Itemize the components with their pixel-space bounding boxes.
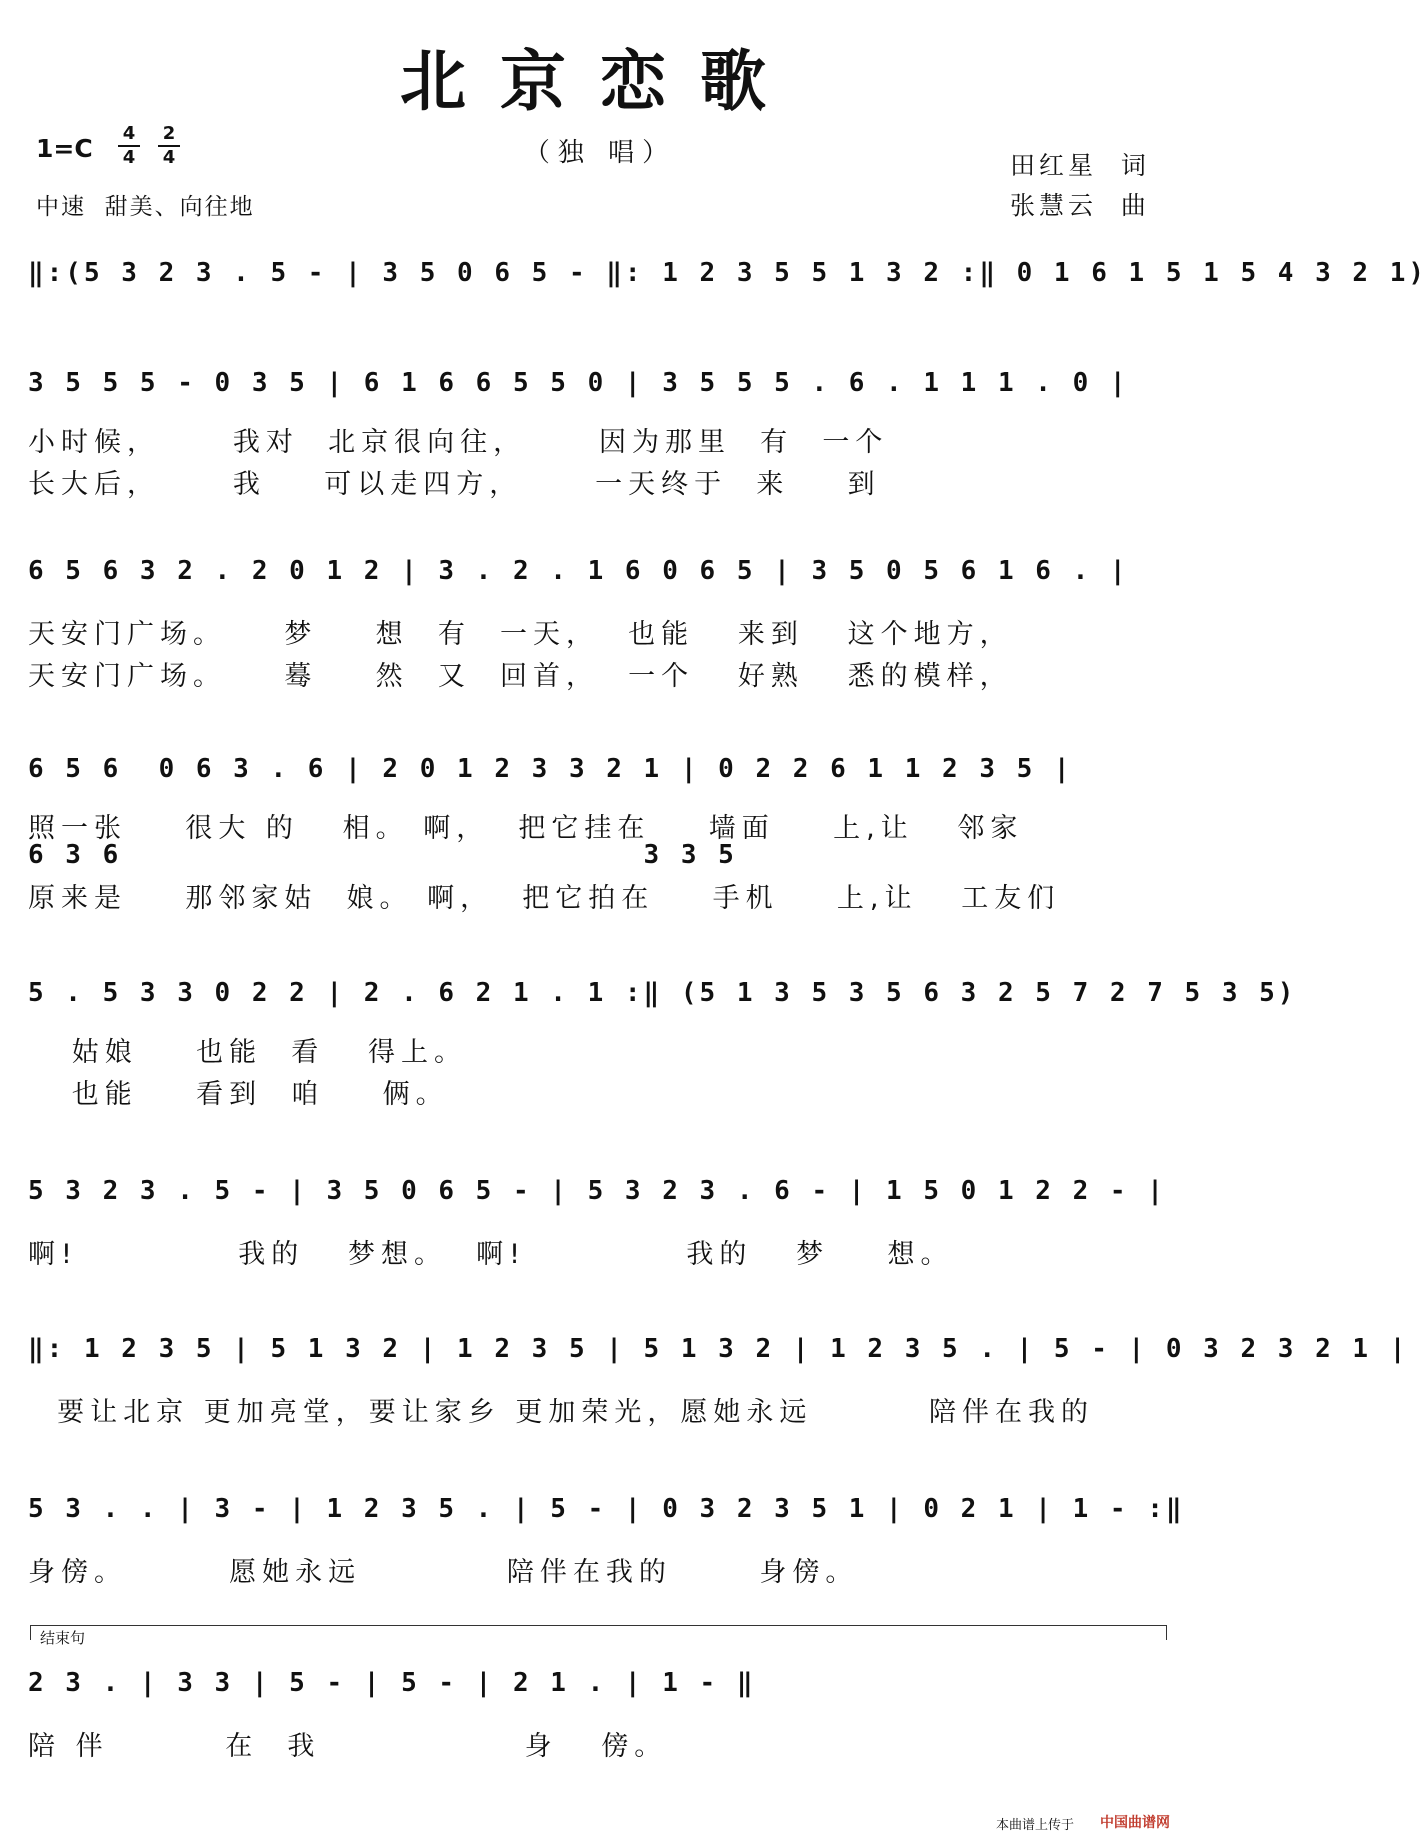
notation-line-8: 5 3 . . | 3 - | 1 2 3 5 . | 5 - | 0 3 2 3 5 1 | 0 2 1 | 1 - :‖	[28, 1494, 1185, 1524]
lyrics-line-9: 陪 伴 在 我 身 傍。	[28, 1731, 668, 1762]
upload-note: 本曲谱上传于	[996, 1818, 1075, 1833]
key-signature: 1=C	[36, 134, 93, 163]
lyrics-line-4-verse-1: 照一张 很大 的 相。 啊， 把它挂在 墙面 上,让 邻家	[28, 813, 1024, 844]
ending-label: 结束句	[40, 1629, 86, 1647]
lyricist-credit: 田红星 词	[1010, 151, 1150, 180]
notation-line-4: 6 5 6 0 6 3 . 6 | 2 0 1 2 3 3 2 1 | 0 2 2 6 1 1 2 3 5 |	[28, 754, 1073, 784]
lyrics-line-5-verse-2: 也能 看到 咱 俩。	[28, 1079, 449, 1110]
ending-bracket	[30, 1625, 1167, 1640]
performance-type: （独 唱）	[523, 138, 677, 168]
lyrics-line-2-verse-2: 长大后， 我 可以走四方， 一天终于 来 到	[28, 469, 881, 500]
notation-line-6: 5 3 2 3 . 5 - | 3 5 0 6 5 - | 5 3 2 3 . 6 - | 1 5 0 1 2 2 - |	[28, 1176, 1166, 1206]
composer-credit: 张慧云 曲	[1010, 191, 1150, 220]
notation-line-4-variant: 6 3 6 3 3 5	[28, 840, 737, 870]
lyrics-line-4-verse-2: 原来是 那邻家姑 娘。 啊， 把它拍在 手机 上,让 工友们	[28, 883, 1061, 914]
lyrics-line-7: 要让北京 更加亮堂，要让家乡 更加荣光，愿她永远 陪伴在我的	[28, 1397, 1094, 1428]
lyrics-line-6: 啊! 我的 梦想。 啊! 我的 梦 想。	[28, 1239, 954, 1270]
lyrics-line-2-verse-1: 小时候， 我对 北京很向往， 因为那里 有 一个	[28, 427, 889, 458]
tempo-marking: 中速 甜美、向往地	[36, 194, 255, 220]
song-title: 北京恋歌	[400, 43, 800, 120]
notation-line-5: 5 . 5 3 3 0 2 2 | 2 . 6 2 1 . 1 :‖ (5 1 3 5 3 5 6 3 2 5 7 2 7 5 3 5)	[28, 978, 1297, 1008]
lyrics-line-3-verse-1: 天安门广场。 梦 想 有 一天， 也能 来到 这个地方，	[28, 619, 1013, 650]
lyrics-line-8: 身傍。 愿她永远 陪伴在我的 身傍。	[28, 1557, 859, 1588]
site-logo: 中国曲谱网	[1100, 1815, 1170, 1831]
lyrics-line-5-verse-1: 姑娘 也能 看 得上。	[28, 1037, 467, 1068]
time-signature-1: 4 4	[118, 124, 140, 168]
notation-line-3: 6 5 6 3 2 . 2 0 1 2 | 3 . 2 . 1 6 0 6 5 | 3 5 0 5 6 1 6 . |	[28, 556, 1129, 586]
lyrics-line-3-verse-2: 天安门广场。 蓦 然 又 回首， 一个 好熟 悉的模样，	[28, 661, 1013, 692]
notation-line-2: 3 5 5 5 - 0 3 5 | 6 1 6 6 5 5 0 | 3 5 5 5 . 6 . 1 1 1 . 0 |	[28, 368, 1129, 398]
notation-line-7: ‖: 1 2 3 5 | 5 1 3 2 | 1 2 3 5 | 5 1 3 2 | 1 2 3 5 . | 5 - | 0 3 2 3 2 1 |	[28, 1334, 1409, 1364]
time-signature-2: 2 4	[158, 124, 180, 168]
notation-line-9: 2 3 . | 3 3 | 5 - | 5 - | 2 1 . | 1 - ‖	[28, 1668, 756, 1698]
notation-line-1: ‖:(5 3 2 3 . 5 - | 3 5 0 6 5 - ‖: 1 2 3 5 5 1 3 2 :‖ 0 1 6 1 5 1 5 4 3 2 1)	[28, 258, 1427, 288]
